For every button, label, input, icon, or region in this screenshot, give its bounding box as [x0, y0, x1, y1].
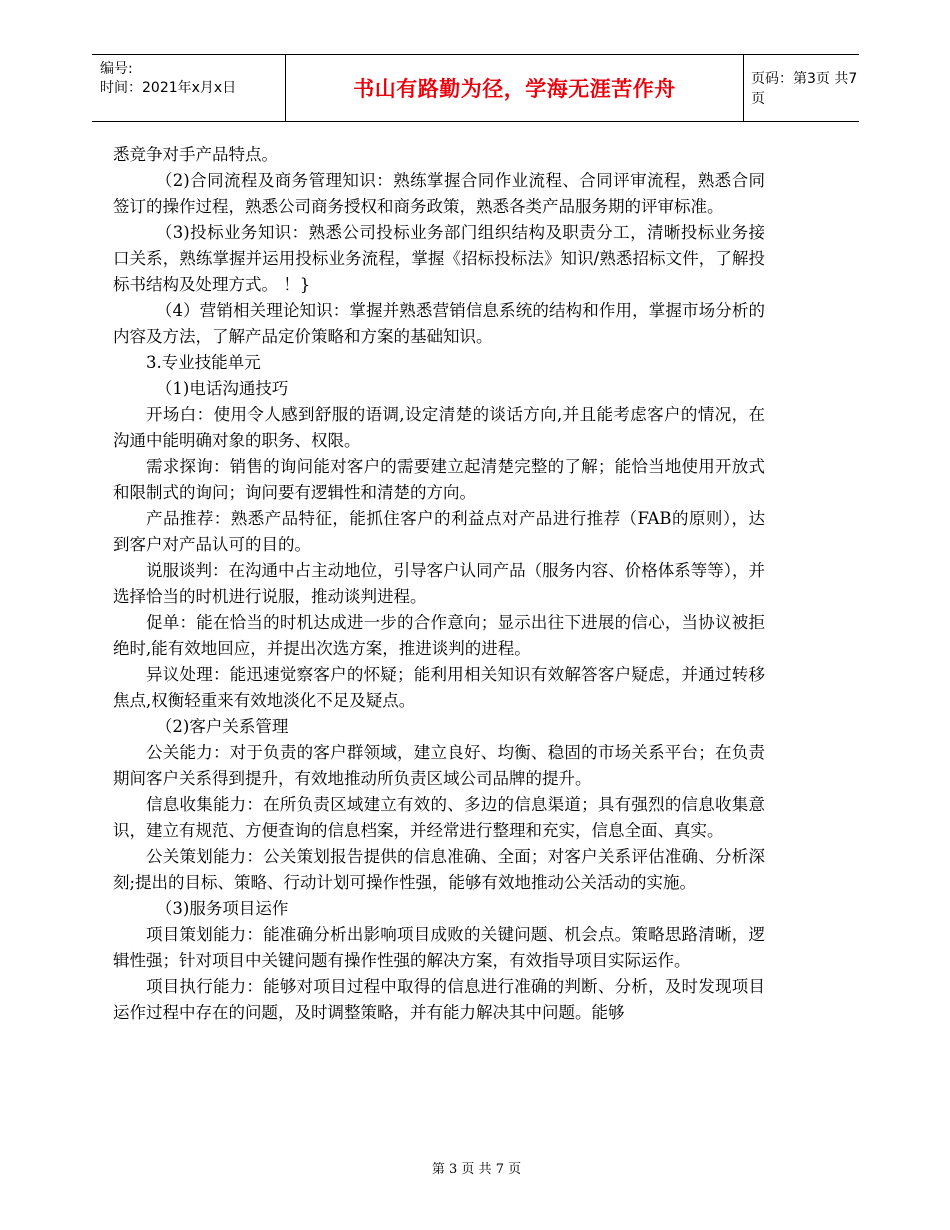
paragraph: 产品推荐：熟悉产品特征，能抓住客户的利益点对产品进行推荐（FAB的原则），达到客户对产品认可的目的。 [113, 509, 765, 554]
document-time-label: 时间：2021年x月x日 [100, 80, 237, 96]
paragraph: 开场白：使用令人感到舒服的语调,设定清楚的谈话方向,并且能考虑客户的情况，在沟通中能明确对象的职务、权限。 [113, 405, 765, 450]
subsection-heading: （1)电话沟通技巧 [155, 379, 289, 398]
document-number-label: 编号: [100, 61, 133, 77]
header-page-number: 页码：第3页 共7页 [751, 71, 858, 107]
paragraph: （3)投标业务知识：熟悉公司投标业务部门组织结构及职责分工，清晰投标业务接口关系，熟练掌握并运用投标业务流程，掌握《招标投标法》知识/熟悉招标文件，了解投标书结构及处理方式。 ！} [113, 223, 765, 294]
paragraph: （2)合同流程及商务管理知识：熟练掌握合同作业流程、合同评审流程，熟悉合同签订的操作过程，熟悉公司商务授权和商务政策，熟悉各类产品服务期的评审标准。 [113, 171, 765, 216]
paragraph: 公关能力：对于负责的客户群领域，建立良好、均衡、稳固的市场关系平台；在负责期间客户关系得到提升，有效地推动所负责区域公司品牌的提升。 [113, 743, 765, 788]
header-motto-cell [285, 55, 744, 121]
subsection-heading: （3)服务项目运作 [155, 899, 289, 918]
paragraph: 促单：能在恰当的时机达成进一步的合作意向；显示出往下进展的信心，当协议被拒绝时,能有效地回应，并提出次选方案，推进谈判的进程。 [113, 613, 765, 658]
page-header [92, 54, 859, 122]
paragraph: 说服谈判：在沟通中占主动地位，引导客户认同产品（服务内容、价格体系等等），并选择恰当的时机进行说服，推动谈判进程。 [113, 561, 765, 606]
paragraph: 悉竞争对手产品特点。 [113, 145, 278, 164]
header-page-cell [743, 55, 859, 121]
paragraph: 异议处理：能迅速觉察客户的怀疑；能利用相关知识有效解答客户疑虑，并通过转移焦点,权衡轻重来有效地淡化不足及疑点。 [113, 665, 765, 710]
footer-page-number: 第 3 页 共 7 页 [431, 1162, 522, 1177]
document-body [113, 142, 765, 1026]
paragraph: 项目执行能力：能够对项目过程中取得的信息进行准确的判断、分析，及时发现项目运作过程中存在的问题，及时调整策略，并有能力解决其中问题。能够 [113, 977, 765, 1022]
section-heading: 3.专业技能单元 [146, 353, 261, 372]
paragraph: 需求探询：销售的询问能对客户的需要建立起清楚完整的了解；能恰当地使用开放式和限制式的询问；询问要有逻辑性和清楚的方向。 [113, 457, 765, 502]
header-motto: 书山有路勤为径，学海无涯苦作舟 [353, 77, 676, 101]
header-meta [92, 55, 285, 121]
page-footer [0, 1158, 950, 1177]
subsection-heading: （2)客户关系管理 [155, 717, 289, 736]
paragraph: 公关策划能力：公关策划报告提供的信息准确、全面；对客户关系评估准确、分析深刻;提出的目标、策略、行动计划可操作性强，能够有效地推动公关活动的实施。 [113, 847, 765, 892]
paragraph: 项目策划能力：能准确分析出影响项目成败的关键问题、机会点。策略思路清晰，逻辑性强；针对项目中关键问题有操作性强的解决方案，有效指导项目实际运作。 [113, 925, 765, 970]
paragraph: 信息收集能力：在所负责区域建立有效的、多边的信息渠道；具有强烈的信息收集意识，建立有规范、方便查询的信息档案，并经常进行整理和充实，信息全面、真实。 [113, 795, 765, 840]
paragraph: （4）营销相关理论知识：掌握并熟悉营销信息系统的结构和作用，掌握市场分析的内容及方法，了解产品定价策略和方案的基础知识。 [113, 301, 765, 346]
